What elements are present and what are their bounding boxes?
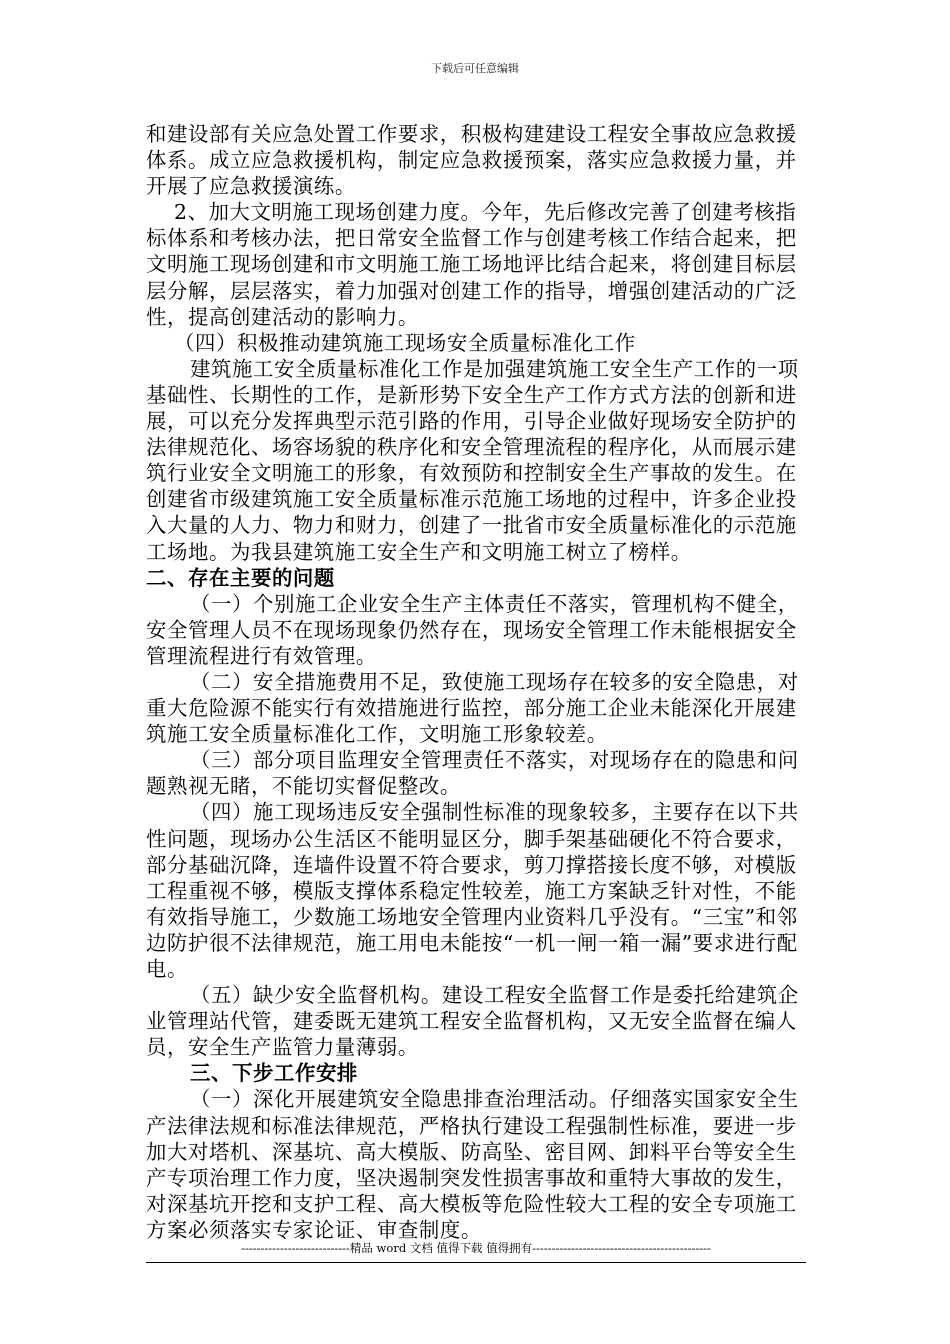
paragraph-emergency-response: 和建设部有关应急处置工作要求，积极构建建设工程安全事故应急救援体系。成立应急救援机构，制定应急救援预案，落实应急救援力量，并开展了应急救援演练。 [146, 122, 797, 199]
subheading-standardization: （四）积极推动建筑施工现场安全质量标准化工作 [174, 330, 636, 355]
paragraph-problem-4: （四）施工现场违反安全强制性标准的现象较多，主要存在以下共性问题，现场办公生活区不能明显区分，脚手架基础硬化不符合要求，部分基础沉降，连墙件设置不符合要求，剪刀撑搭接长度不够，对模版工程重视不够，模版支撑体系稳定性较差，施工方案缺乏针对性，不能有效指导施工，少数施工场地安全管理内业资料几乎没有。“三宝”和邻边防护很不法律规范，施工用电未能按“一机一闸一箱一漏”要求进行配电。 [146, 800, 799, 981]
paragraph-problem-2: （二）安全措施费用不足，致使施工现场存在较多的安全隐患，对重大危险源不能实行有效措施进行监控，部分施工企业未能深化开展建筑施工安全质量标准化工作，文明施工形象较差。 [146, 669, 799, 747]
page-header: 下载后可任意编辑 [431, 62, 519, 75]
paragraph-problem-1: （一）个别施工企业安全生产主体责任不落实，管理机构不健全，安全管理人员不在现场现象仍然存在，现场安全管理工作未能根据安全管理流程进行有效管理。 [146, 591, 799, 668]
section-heading-next-steps: 三、下步工作安排 [190, 1061, 358, 1086]
footer-divider [146, 1262, 806, 1263]
page-footer: ----------------------------精品 word 文档 值得下载 值得拥有---------------------------------------------- [241, 1241, 711, 1255]
paragraph-next-step-1: （一）深化开展建筑安全隐患排查治理活动。仔细落实国家安全生产法律法规和标准法律规范，严格执行建设工程强制性标准，要进一步加大对塔机、深基坑、高大模版、防高坠、密目网、卸料平台等安全生产专项治理工作力度，坚决遏制突发性损害事故和重特大事故的发生，对深基坑开挖和支护工程、高大模板等危险性较大工程的安全专项施工方案必须落实专家论证、审查制度。 [146, 1087, 799, 1242]
paragraph-problem-3: （三）部分项目监理安全管理责任不落实，对现场存在的隐患和问题熟视无睹，不能切实督促整改。 [146, 748, 799, 799]
section-heading-problems: 二、存在主要的问题 [146, 565, 335, 590]
paragraph-problem-5: （五）缺少安全监督机构。建设工程安全监督工作是委托给建筑企业管理站代管，建委既无建筑工程安全监督机构，又无安全监督在编人员，安全生产监管力量薄弱。 [146, 983, 799, 1060]
paragraph-standardization: 建筑施工安全质量标准化工作是加强建筑施工安全生产工作的一项基础性、长期性的工作，是新形势下安全生产工作方式方法的创新和进展，可以充分发挥典型示范引路的作用，引导企业做好现场安全防护的法律规范化、场容场貌的秩序化和安全管理流程的程序化，从而展示建筑行业安全文明施工的形象，有效预防和控制安全生产事故的发生。在创建省市级建筑施工安全质量标准示范施工场地的过程中，许多企业投入大量的人力、物力和财力，创建了一批省市安全质量标准化的示范施工场地。为我县建筑施工安全生产和文明施工树立了榜样。 [146, 356, 799, 564]
paragraph-civilized-construction: 2、加大文明施工现场创建力度。今年，先后修改完善了创建考核指标体系和考核办法，把日常安全监督工作与创建考核工作结合起来，把文明施工现场创建和市文明施工施工场地评比结合起来，将创建目标层层分解，层层落实，着力加强对创建工作的指导，增强创建活动的广泛性，提高创建活动的影响力。 [146, 200, 797, 329]
document-body [146, 121, 814, 1243]
